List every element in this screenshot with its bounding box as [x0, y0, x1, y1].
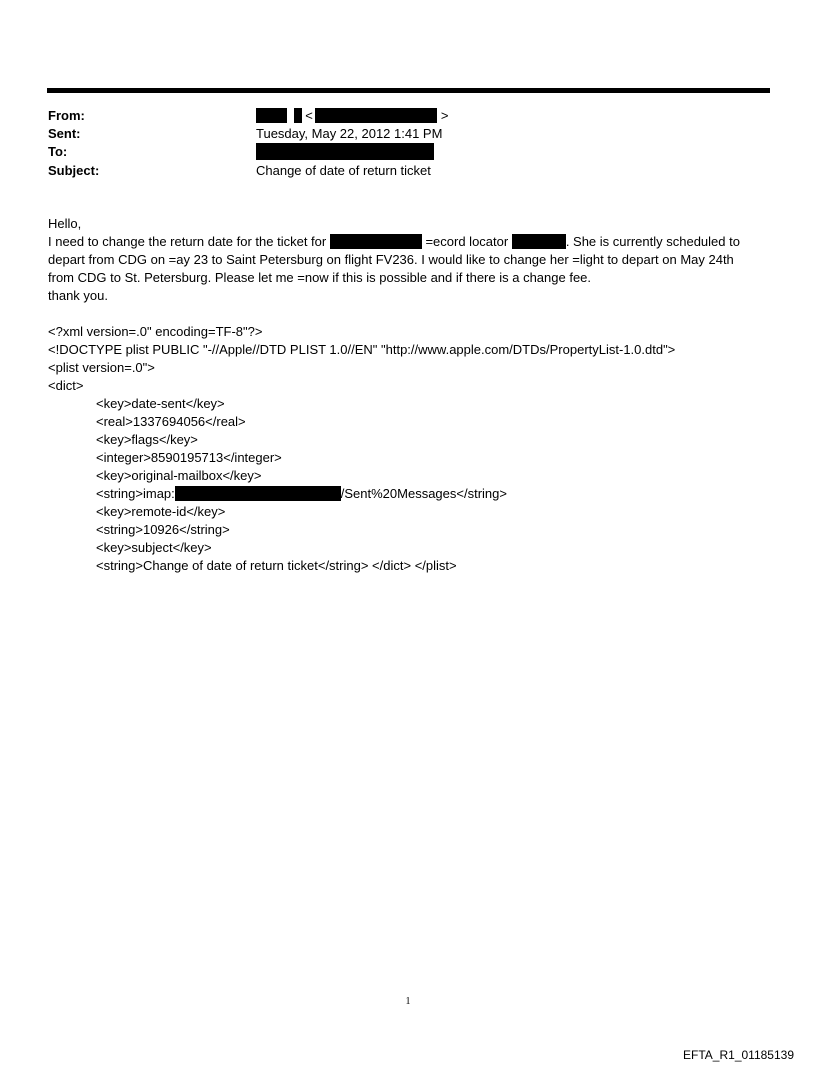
redaction	[330, 234, 422, 249]
body-text: . She is currently scheduled to	[565, 234, 740, 249]
body-text: =ecord locator	[421, 234, 512, 249]
plist-line: <key>subject</key>	[96, 540, 212, 555]
body-line: from CDG to St. Petersburg. Please let me =now if this is possible and if there is a change fee.	[48, 270, 592, 285]
subject-value: Change of date of return ticket	[256, 163, 431, 178]
redaction	[294, 108, 302, 123]
to-label: To:	[48, 144, 68, 159]
redaction	[256, 143, 434, 160]
body-text: I need to change the return date for the ticket for	[48, 234, 330, 249]
closing: thank you.	[48, 288, 108, 303]
from-email-open: <	[305, 108, 313, 123]
from-email-close: >	[440, 108, 449, 123]
plist-text: <string>imap:	[96, 486, 175, 501]
plist-line: <integer>8590195713</integer>	[96, 450, 282, 465]
sent-value: Tuesday, May 22, 2012 1:41 PM	[256, 126, 443, 141]
plist-line: <dict>	[48, 378, 84, 393]
plist-line: <real>1337694056</real>	[96, 414, 246, 429]
from-label: From:	[48, 108, 85, 123]
header-rule	[47, 88, 770, 93]
to-value	[256, 143, 434, 162]
body-line: depart from CDG on =ay 23 to Saint Petersburg on flight FV236. I would like to change her =light to depart on May 24th	[48, 252, 734, 267]
plist-line: <key>original-mailbox</key>	[96, 468, 262, 483]
sent-label: Sent:	[48, 126, 81, 141]
plist-line: <string>10926</string>	[96, 522, 230, 537]
plist-line: <key>remote-id</key>	[96, 504, 226, 519]
plist-line: <?xml version=.0" encoding=TF-8"?>	[48, 324, 263, 339]
plist-line: <plist version=.0">	[48, 360, 155, 375]
from-value	[256, 107, 448, 125]
greeting: Hello,	[48, 216, 82, 231]
subject-label: Subject:	[48, 163, 100, 178]
redaction	[512, 234, 566, 249]
body-line	[48, 233, 778, 251]
document-id: EFTA_R1_01185139	[683, 1048, 794, 1062]
redaction	[315, 108, 437, 123]
page-number: 1	[405, 996, 411, 1007]
plist-text: /Sent%20Messages</string>	[340, 486, 507, 501]
plist-line: <string>Change of date of return ticket</string> </dict> </plist>	[96, 558, 457, 573]
redaction	[175, 486, 341, 501]
spacer	[48, 305, 778, 323]
plist-line: <key>flags</key>	[96, 432, 198, 447]
email-body	[48, 215, 778, 575]
redaction	[256, 108, 287, 123]
plist-line: <key>date-sent</key>	[96, 396, 225, 411]
plist-line	[48, 485, 778, 503]
plist-line: <!DOCTYPE plist PUBLIC "-//Apple//DTD PLIST 1.0//EN" "http://www.apple.com/DTDs/PropertyList-1.0.dtd">	[48, 342, 676, 357]
